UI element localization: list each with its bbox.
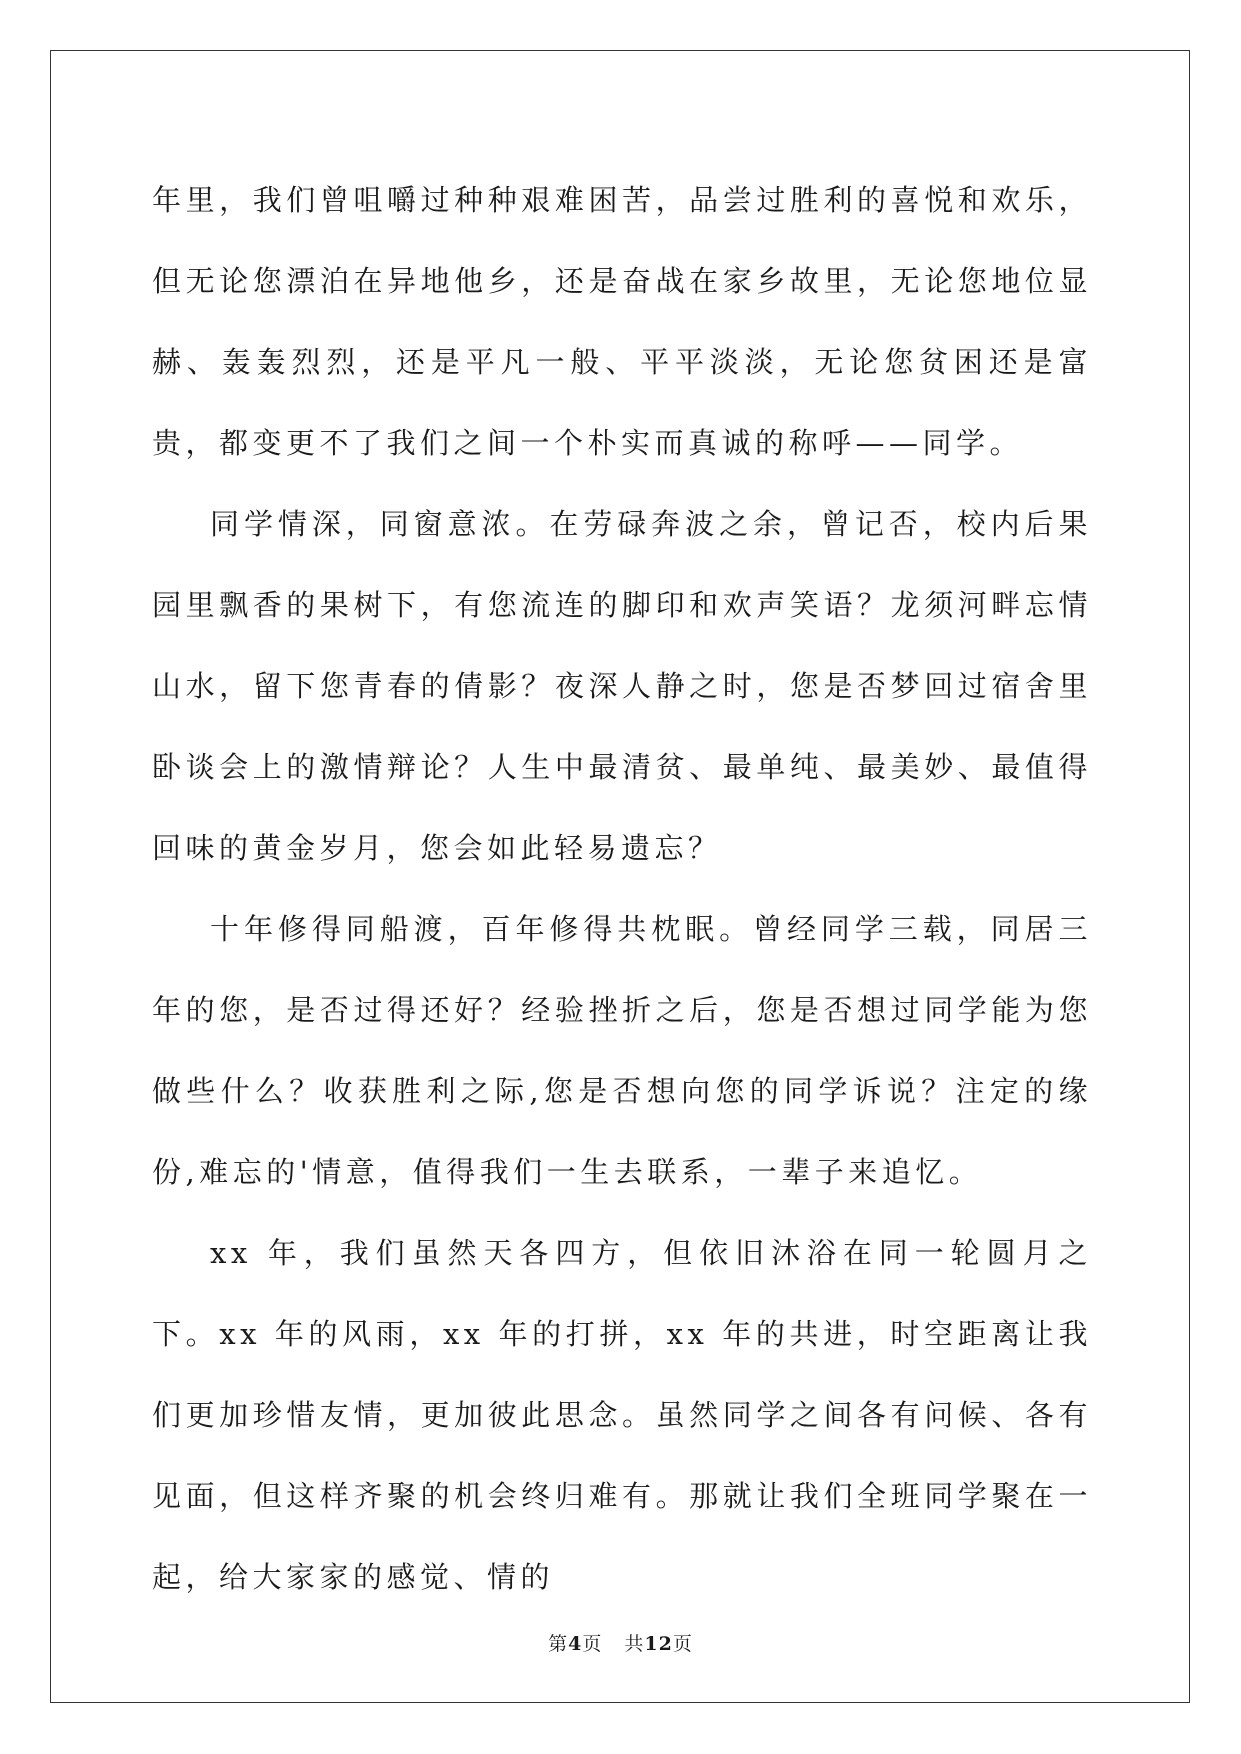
paragraph-3: 十年修得同船渡，百年修得共枕眠。曾经同学三载，同居三年的您，是否过得还好？经验挫折之后，您是否想过同学能为您做些什么？收获胜利之际,您是否想向您的同学诉说？注定的缘份,难忘的'情意，值得我们一生去联系，一辈子来追忆。 (152, 912, 1092, 1189)
total-pages: 12 (644, 1633, 673, 1655)
page-total (624, 1633, 692, 1655)
page-number (548, 1633, 602, 1655)
current-page: 4 (568, 1633, 583, 1655)
page-prefix: 第 (548, 1633, 569, 1655)
paragraph-1: 年里，我们曾咀嚼过种种艰难困苦，品尝过胜利的喜悦和欢乐，但无论您漂泊在异地他乡，还是奋战在家乡故里，无论您地位显赫、轰轰烈烈，还是平凡一般、平平淡淡，无论您贫困还是富贵，都变更不了我们之间一个朴实而真诚的称呼——同学。 (152, 183, 1092, 460)
page-footer (0, 1629, 1241, 1656)
total-prefix: 共 (624, 1633, 645, 1655)
paragraph-2: 同学情深，同窗意浓。在劳碌奔波之余，曾记否，校内后果园里飘香的果树下，有您流连的脚印和欢声笑语？龙须河畔忘情山水，留下您青春的倩影？夜深人静之时，您是否梦回过宿舍里卧谈会上的激情辩论？人生中最清贫、最单纯、最美妙、最值得回味的黄金岁月，您会如此轻易遗忘？ (152, 507, 1092, 865)
document-body (152, 160, 1092, 1618)
page-unit: 页 (582, 1633, 603, 1655)
paragraph-4: xx 年，我们虽然天各四方，但依旧沐浴在同一轮圆月之下。xx 年的风雨，xx 年的打拼，xx 年的共进，时空距离让我们更加珍惜友情，更加彼此思念。虽然同学之间各有问候、各有见面，但这样齐聚的机会终归难有。那就让我们全班同学聚在一起，给大家家的感觉、情的 (152, 1236, 1092, 1594)
total-unit: 页 (672, 1633, 693, 1655)
